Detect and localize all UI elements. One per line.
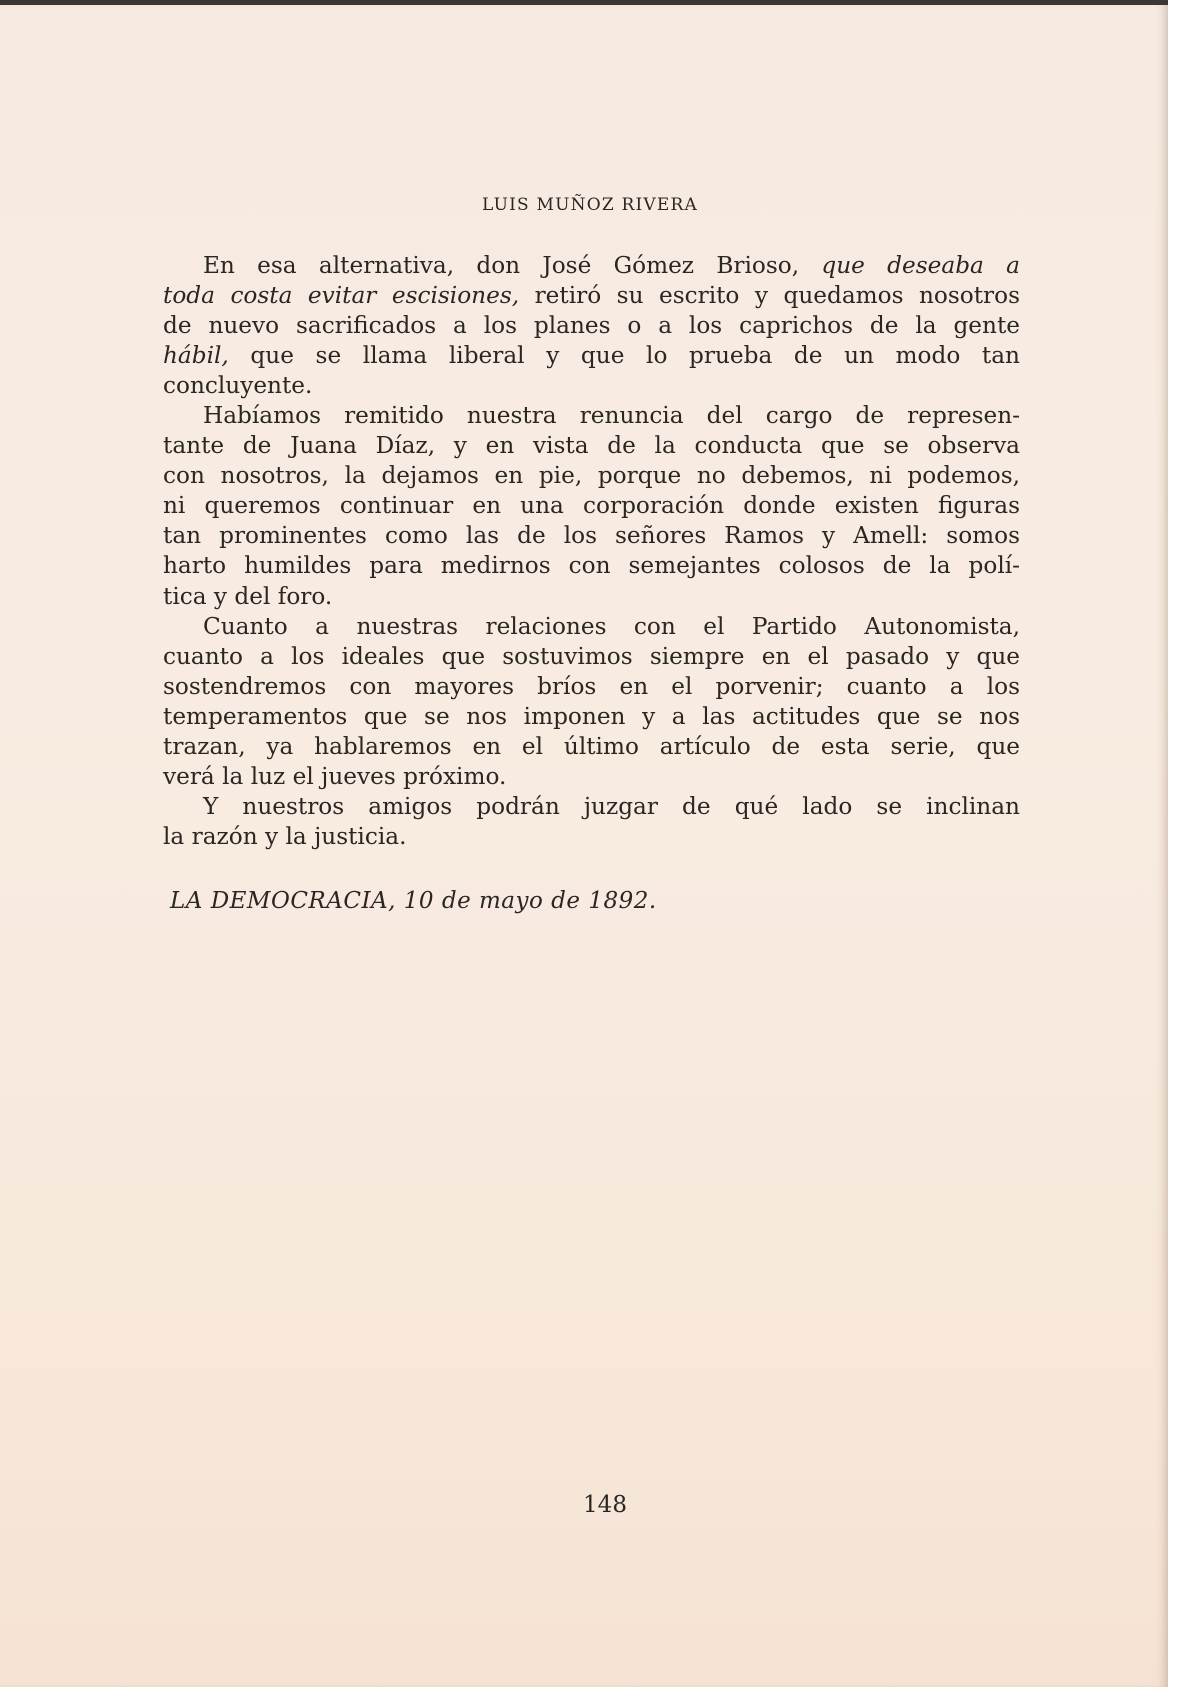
text-run: sostendremos con mayores bríos en el porvenir; cuanto a los (163, 672, 1020, 700)
text-run: Cuanto a nuestras relaciones con el Partido Autonomista, (203, 612, 1020, 640)
text-line (163, 311, 1020, 341)
text-line (163, 732, 1020, 762)
running-header: LUIS MUÑOZ RIVERA (482, 195, 698, 215)
italic-text: toda costa evitar escisiones, (163, 282, 520, 310)
source-citation: LA DEMOCRACIA, 10 de mayo de 1892. (170, 888, 657, 914)
text-line (163, 431, 1020, 461)
text-line (163, 251, 1020, 281)
text-line (163, 341, 1020, 371)
text-run: la razón y la justicia. (163, 822, 407, 850)
text-run: que se llama liberal y que lo prueba de un modo tan (228, 342, 1020, 370)
text-run: tante de Juana Díaz, y en vista de la conducta que se observa (163, 432, 1020, 460)
text-line (163, 401, 1020, 431)
text-run: de nuevo sacrificados a los planes o a los caprichos de la gente (163, 312, 1020, 340)
text-run: ni queremos continuar en una corporación donde existen figuras (163, 492, 1020, 520)
text-line (163, 702, 1020, 732)
text-run: verá la luz el jueves próximo. (163, 762, 507, 790)
text-line (163, 371, 1020, 401)
article-body (163, 251, 1020, 852)
book-page (0, 4, 1168, 1687)
text-run: Habíamos remitido nuestra renuncia del cargo de represen- (203, 402, 1020, 430)
text-run: Y nuestros amigos podrán juzgar de qué lado se inclinan (203, 792, 1020, 820)
text-run: retiró su escrito y quedamos nosotros (519, 282, 1020, 310)
text-line (163, 612, 1020, 642)
text-run: tan prominentes como las de los señores Ramos y Amell: somos (163, 522, 1020, 550)
text-line (163, 642, 1020, 672)
text-line (163, 491, 1020, 521)
text-line (163, 281, 1020, 311)
text-run: trazan, ya hablaremos en el último artículo de esta serie, que (163, 732, 1020, 760)
text-line (163, 672, 1020, 702)
text-line (163, 551, 1020, 581)
scan-right-margin (1168, 0, 1180, 1687)
text-line (163, 461, 1020, 491)
text-line (163, 582, 1020, 612)
text-run: En esa alternativa, don José Gómez Brioso, (203, 252, 822, 279)
text-line (163, 521, 1020, 551)
text-run: temperamentos que se nos imponen y a las actitudes que se nos (163, 702, 1020, 730)
text-run: cuanto a los ideales que sostuvimos siempre en el pasado y que (163, 642, 1020, 670)
italic-text: hábil, (163, 342, 229, 370)
page-number: 148 (583, 1492, 627, 1518)
italic-text: que deseaba a (821, 252, 1020, 279)
scan-top-edge (0, 0, 1180, 5)
text-line (163, 792, 1020, 822)
text-run: concluyente. (163, 372, 313, 400)
text-line (163, 762, 1020, 792)
text-run: con nosotros, la dejamos en pie, porque no debemos, ni podemos, (163, 462, 1020, 490)
text-run: harto humildes para medirnos con semejantes colosos de la polí- (163, 552, 1020, 580)
text-line (163, 822, 1020, 852)
text-run: tica y del foro. (163, 582, 333, 610)
